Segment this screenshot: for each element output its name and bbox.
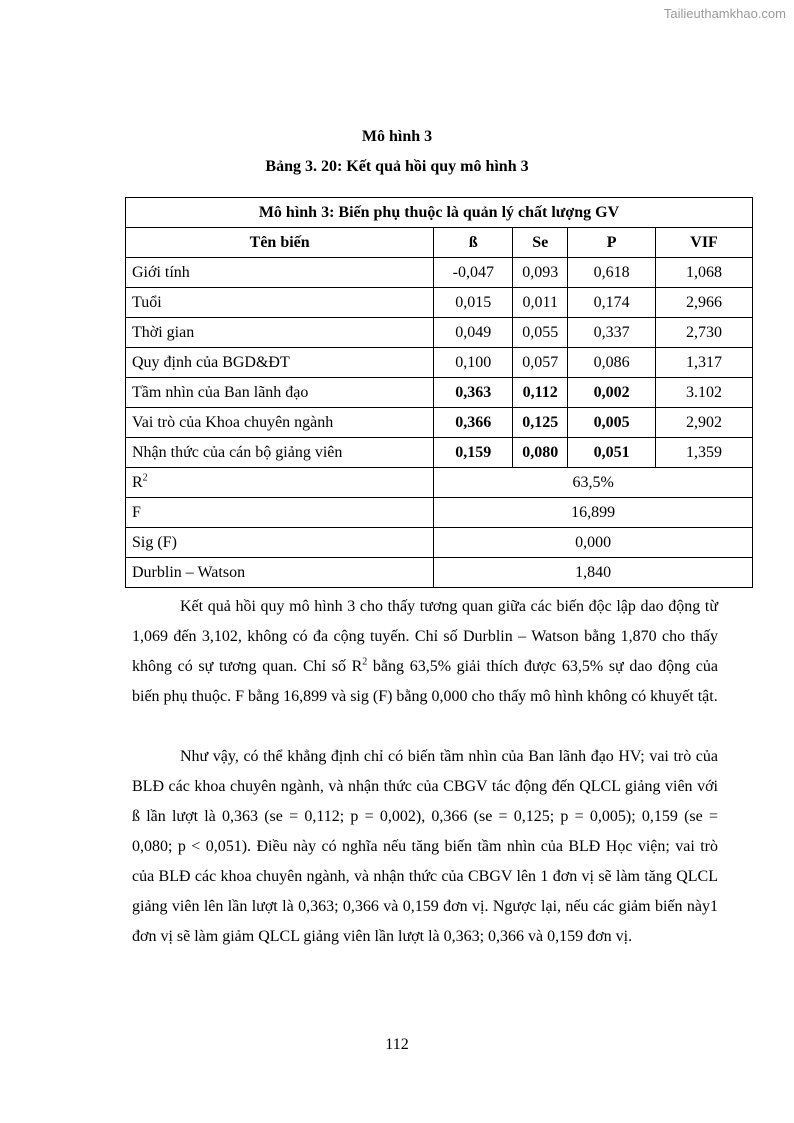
row-p: 0,337 bbox=[568, 318, 656, 348]
stat-value: 0,000 bbox=[434, 528, 753, 558]
row-beta: -0,047 bbox=[434, 258, 513, 288]
stat-row-f bbox=[126, 498, 753, 528]
stat-value: 63,5% bbox=[434, 468, 753, 498]
row-beta: 0,366 bbox=[434, 408, 513, 438]
row-beta: 0,100 bbox=[434, 348, 513, 378]
paragraph-1-sup: 2 bbox=[362, 656, 368, 668]
stat-value: 1,840 bbox=[434, 558, 753, 588]
row-se: 0,055 bbox=[513, 318, 568, 348]
table-header-row bbox=[126, 228, 753, 258]
paragraph-1-part2: bằng 63,5% giải thích được 63,5% sự dao động của biến phụ thuộc. F bằng 16,899 và sig (F) bằng 0,000 cho thấy mô hình không có khuyết tật. bbox=[132, 658, 718, 705]
regression-table bbox=[125, 197, 753, 588]
row-vif: 3.102 bbox=[656, 378, 753, 408]
paragraph-2: Như vậy, có thể khẳng định chỉ có biến tầm nhìn của Ban lãnh đạo HV; vai trò của BLĐ các khoa chuyên ngành, và nhận thức của CBGV tác động đến QLCL giảng viên với ß lần lượt là 0,363 (se = 0,112; p = 0,002), 0,366 (se = 0,125; p = 0,005); 0,159 (se = 0,080; p < 0,051). Điều này có nghĩa nếu tăng biến tầm nhìn của BLĐ Học viện; vai trò của BLĐ các khoa chuyên ngành, và nhận thức của CBGV lên 1 đơn vị sẽ làm tăng QLCL giảng viên lên lần lượt là 0,363; 0,366 và 0,159 đơn vị. Ngược lại, nếu các giảm biến này1 đơn vị sẽ làm giảm QLCL giảng viên lần lượt là 0,363; 0,366 và 0,159 đơn vị. bbox=[132, 748, 718, 945]
row-variable: Tuổi bbox=[126, 288, 434, 318]
row-variable: Giới tính bbox=[126, 258, 434, 288]
row-se: 0,057 bbox=[513, 348, 568, 378]
row-vif: 1,359 bbox=[656, 438, 753, 468]
table-row bbox=[126, 348, 753, 378]
stat-label-sup: 2 bbox=[142, 472, 148, 484]
page-number: 112 bbox=[385, 1036, 409, 1053]
header-p: P bbox=[568, 228, 656, 258]
watermark: Tailieuthamkhao.com bbox=[663, 6, 786, 21]
stat-label bbox=[126, 468, 434, 498]
row-se: 0,080 bbox=[513, 438, 568, 468]
row-p: 0,618 bbox=[568, 258, 656, 288]
header-se: Se bbox=[513, 228, 568, 258]
row-vif: 2,902 bbox=[656, 408, 753, 438]
table-row bbox=[126, 438, 753, 468]
row-vif: 2,730 bbox=[656, 318, 753, 348]
table-row bbox=[126, 408, 753, 438]
table-title: Bảng 3. 20: Kết quả hồi quy mô hình 3 bbox=[265, 158, 529, 175]
header-vif: VIF bbox=[656, 228, 753, 258]
stat-label-r: R bbox=[132, 473, 143, 491]
row-p: 0,005 bbox=[568, 408, 656, 438]
row-variable: Vai trò của Khoa chuyên ngành bbox=[126, 408, 434, 438]
row-variable: Quy định của BGD&ĐT bbox=[126, 348, 434, 378]
table-row bbox=[126, 288, 753, 318]
row-p: 0,002 bbox=[568, 378, 656, 408]
stat-value: 16,899 bbox=[434, 498, 753, 528]
row-p: 0,174 bbox=[568, 288, 656, 318]
header-beta: ß bbox=[434, 228, 513, 258]
row-p: 0,051 bbox=[568, 438, 656, 468]
header-variable: Tên biến bbox=[126, 228, 434, 258]
table-caption: Mô hình 3: Biến phụ thuộc là quản lý chất lượng GV bbox=[126, 198, 753, 228]
stat-label: Durblin – Watson bbox=[126, 558, 434, 588]
row-se: 0,011 bbox=[513, 288, 568, 318]
row-beta: 0,049 bbox=[434, 318, 513, 348]
row-p: 0,086 bbox=[568, 348, 656, 378]
table-row bbox=[126, 378, 753, 408]
row-se: 0,125 bbox=[513, 408, 568, 438]
stat-row-dw bbox=[126, 558, 753, 588]
stat-row-sig bbox=[126, 528, 753, 558]
table-row bbox=[126, 258, 753, 288]
row-variable: Nhận thức của cán bộ giảng viên bbox=[126, 438, 434, 468]
stat-row-r2 bbox=[126, 468, 753, 498]
row-variable: Thời gian bbox=[126, 318, 434, 348]
row-vif: 2,966 bbox=[656, 288, 753, 318]
stat-label: Sig (F) bbox=[126, 528, 434, 558]
stat-label: F bbox=[126, 498, 434, 528]
table-caption-row bbox=[126, 198, 753, 228]
row-se: 0,112 bbox=[513, 378, 568, 408]
paragraph-1 bbox=[132, 592, 718, 712]
row-beta: 0,015 bbox=[434, 288, 513, 318]
row-variable: Tầm nhìn của Ban lãnh đạo bbox=[126, 378, 434, 408]
row-beta: 0,363 bbox=[434, 378, 513, 408]
paragraph-1-part1: Kết quả hồi quy mô hình 3 cho thấy tương quan giữa các biến độc lập dao động từ 1,069 đến 3,102, không có đa cộng tuyến. Chỉ số Durblin – Watson bằng 1,870 cho thấy không có sự tương quan. Chỉ số R bbox=[132, 598, 718, 675]
row-vif: 1,317 bbox=[656, 348, 753, 378]
row-se: 0,093 bbox=[513, 258, 568, 288]
model-heading: Mô hình 3 bbox=[361, 128, 433, 145]
table-row bbox=[126, 318, 753, 348]
row-beta: 0,159 bbox=[434, 438, 513, 468]
row-vif: 1,068 bbox=[656, 258, 753, 288]
